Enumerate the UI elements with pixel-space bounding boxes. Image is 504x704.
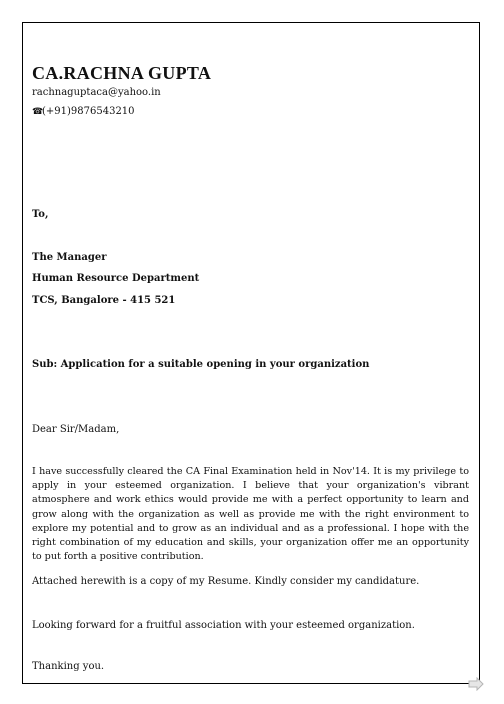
next-page-arrow-icon[interactable]: [468, 677, 484, 691]
applicant-name: CA.RACHNA GUPTA: [32, 63, 212, 83]
letter-subject: Sub: Application for a suitable opening in your organization: [32, 359, 370, 370]
body-paragraph-2: Attached herewith is a copy of my Resume. Kindly consider my candidature.: [32, 576, 420, 587]
recipient-company: TCS, Bangalore - 415 521: [32, 295, 176, 306]
applicant-phone: (+91)9876543210: [42, 106, 135, 117]
applicant-phone-line: [32, 106, 135, 117]
letter-closing: Thanking you.: [32, 661, 105, 672]
phone-icon: ☎: [32, 107, 44, 117]
recipient-department: Human Resource Department: [32, 273, 200, 284]
salutation-to: To,: [32, 209, 49, 220]
body-paragraph-1: I have successfully cleared the CA Final Examination held in Nov'14. It is my privilege to apply in your esteemed organization. I believe that your organization's vibrant atmosphere and work ethics would provide me with a perfect opportunity to learn and grow along with the organization as well as provide me with the right environment to explore my potential and to grow as an individual and as a professional. I hope with the right combination of my education and skills, your organization offer me an opportunity to put forth a positive contribution.: [32, 466, 469, 563]
document-page: [22, 22, 480, 684]
body-paragraph-3: Looking forward for a fruitful association with your esteemed organization.: [32, 620, 415, 631]
recipient-title: The Manager: [32, 252, 107, 263]
applicant-email: rachnaguptaca@yahoo.in: [32, 87, 161, 98]
letter-greeting: Dear Sir/Madam,: [32, 424, 120, 435]
